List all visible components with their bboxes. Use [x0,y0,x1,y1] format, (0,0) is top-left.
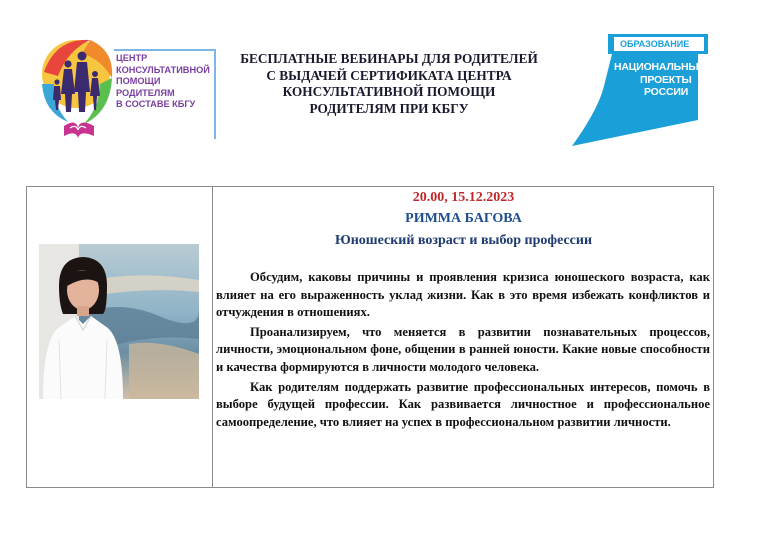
title-line: КОНСУЛЬТАТИВНОЙ ПОМОЩИ [282,84,496,99]
center-logo-line: РОДИТЕЛЯМ [116,87,175,98]
event-table [26,186,714,488]
speaker-name: РИММА БАГОВА [405,211,522,226]
page-title [224,51,554,117]
event-datetime: 20.00, 15.12.2023 [412,190,515,205]
title-line: РОДИТЕЛЯМ ПРИ КБГУ [309,100,469,116]
description-paragraph: Обсудим, каковы причины и проявления кризиса юношеского возраста, как влияет на его выраженность уклад жизни. Как в это время избежать конфликтов и отчуждения в отношениях. [216,270,710,320]
event-topic: Юношеский возраст и выбор профессии [334,233,593,248]
title-line: БЕСПЛАТНЫЕ ВЕБИНАРЫ ДЛЯ РОДИТЕЛЕЙ [240,51,538,66]
center-logo-line: ПОМОЩИ [116,76,161,86]
family-logo-icon [38,32,118,142]
event-details [213,187,714,487]
event-description [216,269,710,433]
speaker-photo [39,244,199,399]
description-paragraph: Проанализируем, что меняется в развитии познавательных процессов, личности, эмоциональном фоне, общении в ранней юности. Какие новые способности и качества формируются в личности молодого человека. [216,324,710,374]
logo-frame-top [114,49,214,51]
project-logo-text [614,61,705,99]
national-projects-logo [568,30,718,148]
description-paragraph: Как родителям поддержать развитие профессиональных интересов, помочь в выборе будущей профессии. Как развивается личностное и профессиональное самоопределение, что влияет на успех в профессиональном развитии личности. [216,379,710,429]
title-line: С ВЫДАЧЕЙ СЕРТИФИКАТА ЦЕНТРА [266,67,512,83]
project-logo-line: ПРОЕКТЫ [640,73,692,86]
logo-frame-right [214,49,216,139]
center-logo-line: В СОСТАВЕ КБГУ [116,99,196,109]
project-logo-line: НАЦИОНАЛЬНЫЕ [614,61,706,73]
center-logo-line: КОНСУЛЬТАТИВНОЙ [116,64,210,75]
center-logo-line: ЦЕНТР [116,53,148,63]
center-logo [38,32,218,147]
project-logo-line: РОССИИ [644,86,689,98]
project-logo-tag: ОБРАЗОВАНИЕ [620,39,690,49]
